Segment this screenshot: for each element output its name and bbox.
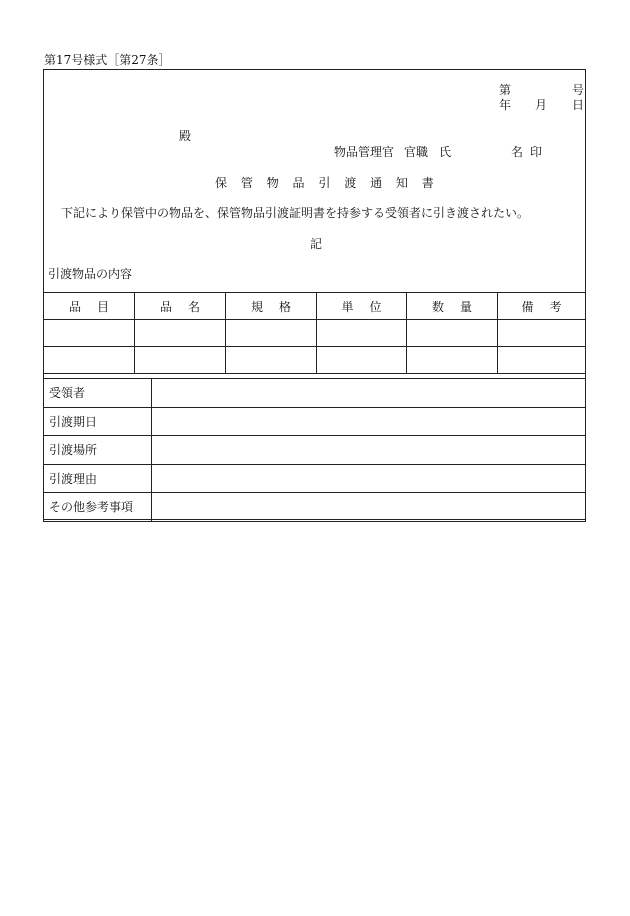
delivery-reason-label: 引渡理由 — [44, 464, 152, 493]
addressee-honorific: 殿 — [179, 129, 192, 143]
table-cell[interactable] — [407, 320, 498, 347]
title-char: 書 — [421, 176, 434, 190]
items-section-label: 引渡物品の内容 — [48, 267, 133, 281]
header-quantity: 数量 — [407, 293, 498, 320]
table-cell[interactable] — [44, 320, 135, 347]
delivery-date-field[interactable] — [152, 407, 586, 436]
date-day-label: 日 — [572, 98, 585, 112]
title-char: 管 — [240, 176, 253, 190]
title-char: 物 — [266, 176, 279, 190]
title-char: 渡 — [344, 176, 357, 190]
info-table — [43, 378, 586, 522]
table-row — [44, 347, 586, 374]
title-char: 通 — [370, 176, 383, 190]
delivery-date-label: 引渡期日 — [44, 407, 152, 436]
table-cell[interactable] — [407, 347, 498, 374]
items-header-row — [44, 293, 586, 320]
info-row-delivery-reason — [44, 464, 586, 493]
sender-title: 物品管理官 — [334, 145, 395, 159]
title-char: 品 — [292, 176, 305, 190]
title-char: 保 — [215, 176, 228, 190]
date-month-label: 月 — [535, 98, 548, 112]
info-row-delivery-place — [44, 436, 586, 465]
delivery-reason-field[interactable] — [152, 464, 586, 493]
table-cell[interactable] — [498, 320, 586, 347]
recipient-label: 受領者 — [44, 379, 152, 408]
table-cell[interactable] — [135, 320, 226, 347]
table-cell[interactable] — [226, 347, 317, 374]
title-char: 知 — [395, 176, 408, 190]
header-item-category: 品目 — [44, 293, 135, 320]
sender-rank: 官職 — [404, 145, 429, 159]
date-year-label: 年 — [499, 98, 512, 112]
other-notes-field[interactable] — [152, 493, 586, 522]
header-remarks: 備考 — [498, 293, 586, 320]
header-unit: 単位 — [317, 293, 407, 320]
title-char: 引 — [318, 176, 331, 190]
table-cell[interactable] — [135, 347, 226, 374]
other-notes-label: その他参考事項 — [44, 493, 152, 522]
document-number-suffix: 号 — [572, 83, 585, 97]
sender-seal-label: 印 — [530, 145, 543, 159]
ki-label: 記 — [310, 237, 323, 251]
info-row-recipient — [44, 379, 586, 408]
table-cell[interactable] — [44, 347, 135, 374]
table-cell[interactable] — [226, 320, 317, 347]
info-row-delivery-date — [44, 407, 586, 436]
header-item-name: 品名 — [135, 293, 226, 320]
items-table — [43, 292, 586, 374]
delivery-place-field[interactable] — [152, 436, 586, 465]
form-number: 第17号様式［第27条］ — [44, 53, 171, 67]
sender-name-label: 氏 名 — [439, 145, 524, 159]
table-cell[interactable] — [317, 320, 407, 347]
header-spec: 規格 — [226, 293, 317, 320]
document-title — [215, 176, 444, 190]
document-number-label: 第 — [499, 83, 512, 97]
delivery-place-label: 引渡場所 — [44, 436, 152, 465]
table-cell[interactable] — [317, 347, 407, 374]
info-row-other-notes — [44, 493, 586, 522]
body-text: 下記により保管中の物品を、保管物品引渡証明書を持参する受領者に引き渡されたい。 — [61, 206, 530, 220]
recipient-field[interactable] — [152, 379, 586, 408]
table-cell[interactable] — [498, 347, 586, 374]
table-row — [44, 320, 586, 347]
